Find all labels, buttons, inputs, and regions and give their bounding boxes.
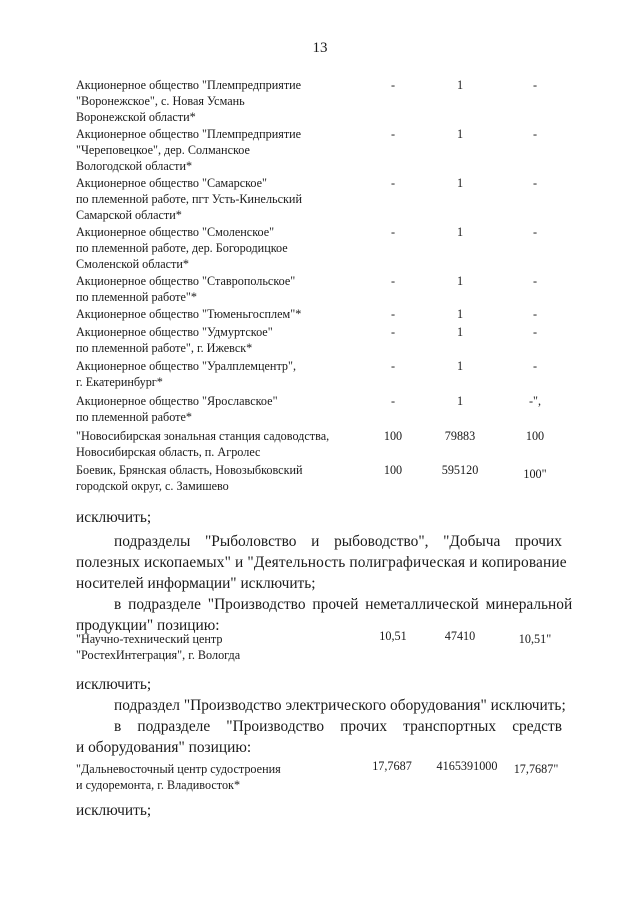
- cell-3: 100: [525, 429, 545, 443]
- paragraph-line: подраздел "Производство электрического оборудования" исключить;: [114, 697, 566, 714]
- org-name: "Научно-технический центр "РостехИнтеграция", г. Вологда: [76, 632, 241, 662]
- cell-1: 10,51: [379, 629, 407, 643]
- word: прочих: [340, 718, 388, 735]
- cell-2: 595120: [441, 463, 479, 477]
- paragraph-line: [114, 717, 562, 737]
- org-name: Боевик, Брянская область, Новозыбковский городской округ, с. Замишево: [76, 463, 303, 493]
- cell-1: -: [390, 325, 396, 339]
- cell-1: -: [390, 78, 396, 92]
- cell-2: 1: [456, 359, 464, 373]
- paragraph-line: носителей информации" исключить;: [76, 575, 316, 592]
- word: подразделы: [114, 533, 191, 550]
- cell-1: -: [390, 274, 396, 288]
- word: "Рыболовство: [205, 533, 297, 550]
- word: "Производство: [226, 718, 325, 735]
- cell-1: 17,7687: [372, 759, 412, 773]
- cell-1: 100: [383, 463, 403, 477]
- cell-3: -: [532, 307, 538, 321]
- org-name: Акционерное общество "Племпредприятие "Череповецкое", дер. Солманское Вологодской области*: [76, 127, 302, 173]
- cell-3: -: [532, 127, 538, 141]
- cell-1: -: [390, 307, 396, 321]
- cell-1: 100: [383, 429, 403, 443]
- cell-3: 100": [523, 467, 547, 481]
- word: рыбоводство",: [334, 533, 429, 550]
- word: "Добыча: [443, 533, 501, 550]
- cell-2: 79883: [444, 429, 476, 443]
- cell-3: -: [532, 176, 538, 190]
- org-name: Акционерное общество "Удмуртское" по племенной работе", г. Ижевск*: [76, 325, 273, 355]
- cell-1: -: [390, 176, 396, 190]
- word: прочих: [515, 533, 562, 550]
- cell-3: -: [532, 274, 538, 288]
- cell-1: -: [390, 394, 396, 408]
- cell-2: 1: [456, 394, 464, 408]
- cell-3: -: [532, 78, 538, 92]
- word: транспортных: [403, 718, 497, 735]
- cell-2: 1: [456, 307, 464, 321]
- cell-2: 4165391000: [436, 759, 498, 773]
- cell-3: -: [532, 325, 538, 339]
- word: подразделе: [137, 718, 211, 735]
- exclude-text: исключить;: [76, 676, 152, 693]
- paragraph-line: полезных ископаемых" и "Деятельность полиграфическая и копирование: [76, 554, 567, 571]
- org-name: Акционерное общество "Племпредприятие "Воронежское", с. Новая Усмань Воронежской области*: [76, 78, 302, 124]
- org-name: Акционерное общество "Самарское" по племенной работе, пгт Усть-Кинельский Самарской области*: [76, 176, 302, 222]
- exclude-text: исключить;: [76, 802, 152, 819]
- cell-2: 1: [456, 274, 464, 288]
- page-number: 13: [312, 40, 328, 56]
- cell-3: 10,51": [518, 632, 552, 646]
- exclude-text: исключить;: [76, 509, 152, 526]
- org-name: Акционерное общество "Тюменьгосплем"*: [76, 307, 302, 321]
- cell-2: 47410: [444, 629, 476, 643]
- paragraph-line: в подразделе "Производство прочей неметаллической минеральной: [114, 596, 573, 613]
- org-name: Акционерное общество "Ярославское" по племенной работе*: [76, 394, 278, 424]
- cell-3: -",: [528, 394, 542, 408]
- cell-1: -: [390, 359, 396, 373]
- cell-2: 1: [456, 225, 464, 239]
- cell-1: -: [390, 225, 396, 239]
- org-name: Акционерное общество "Смоленское" по племенной работе, дер. Богородицкое Смоленской области*: [76, 225, 288, 271]
- paragraph-line: продукции" позицию:: [76, 617, 220, 634]
- org-name: "Дальневосточный центр судостроения и судоремонта, г. Владивосток*: [76, 762, 281, 792]
- paragraph-line: и оборудования" позицию:: [76, 739, 252, 756]
- cell-3: -: [532, 225, 538, 239]
- cell-2: 1: [456, 325, 464, 339]
- word: средств: [512, 718, 562, 735]
- cell-3: 17,7687": [513, 762, 559, 776]
- cell-2: 1: [456, 127, 464, 141]
- cell-2: 1: [456, 176, 464, 190]
- org-name: Акционерное общество "Уралплемцентр", г. Екатеринбург*: [76, 359, 297, 389]
- paragraph-line: [114, 532, 562, 552]
- word: и: [311, 533, 320, 550]
- cell-3: -: [532, 359, 538, 373]
- org-name: "Новосибирская зональная станция садоводства, Новосибирская область, п. Агролес: [76, 429, 330, 459]
- cell-2: 1: [456, 78, 464, 92]
- word: в: [114, 718, 122, 735]
- cell-1: -: [390, 127, 396, 141]
- org-name: Акционерное общество "Ставропольское" по племенной работе"*: [76, 274, 296, 304]
